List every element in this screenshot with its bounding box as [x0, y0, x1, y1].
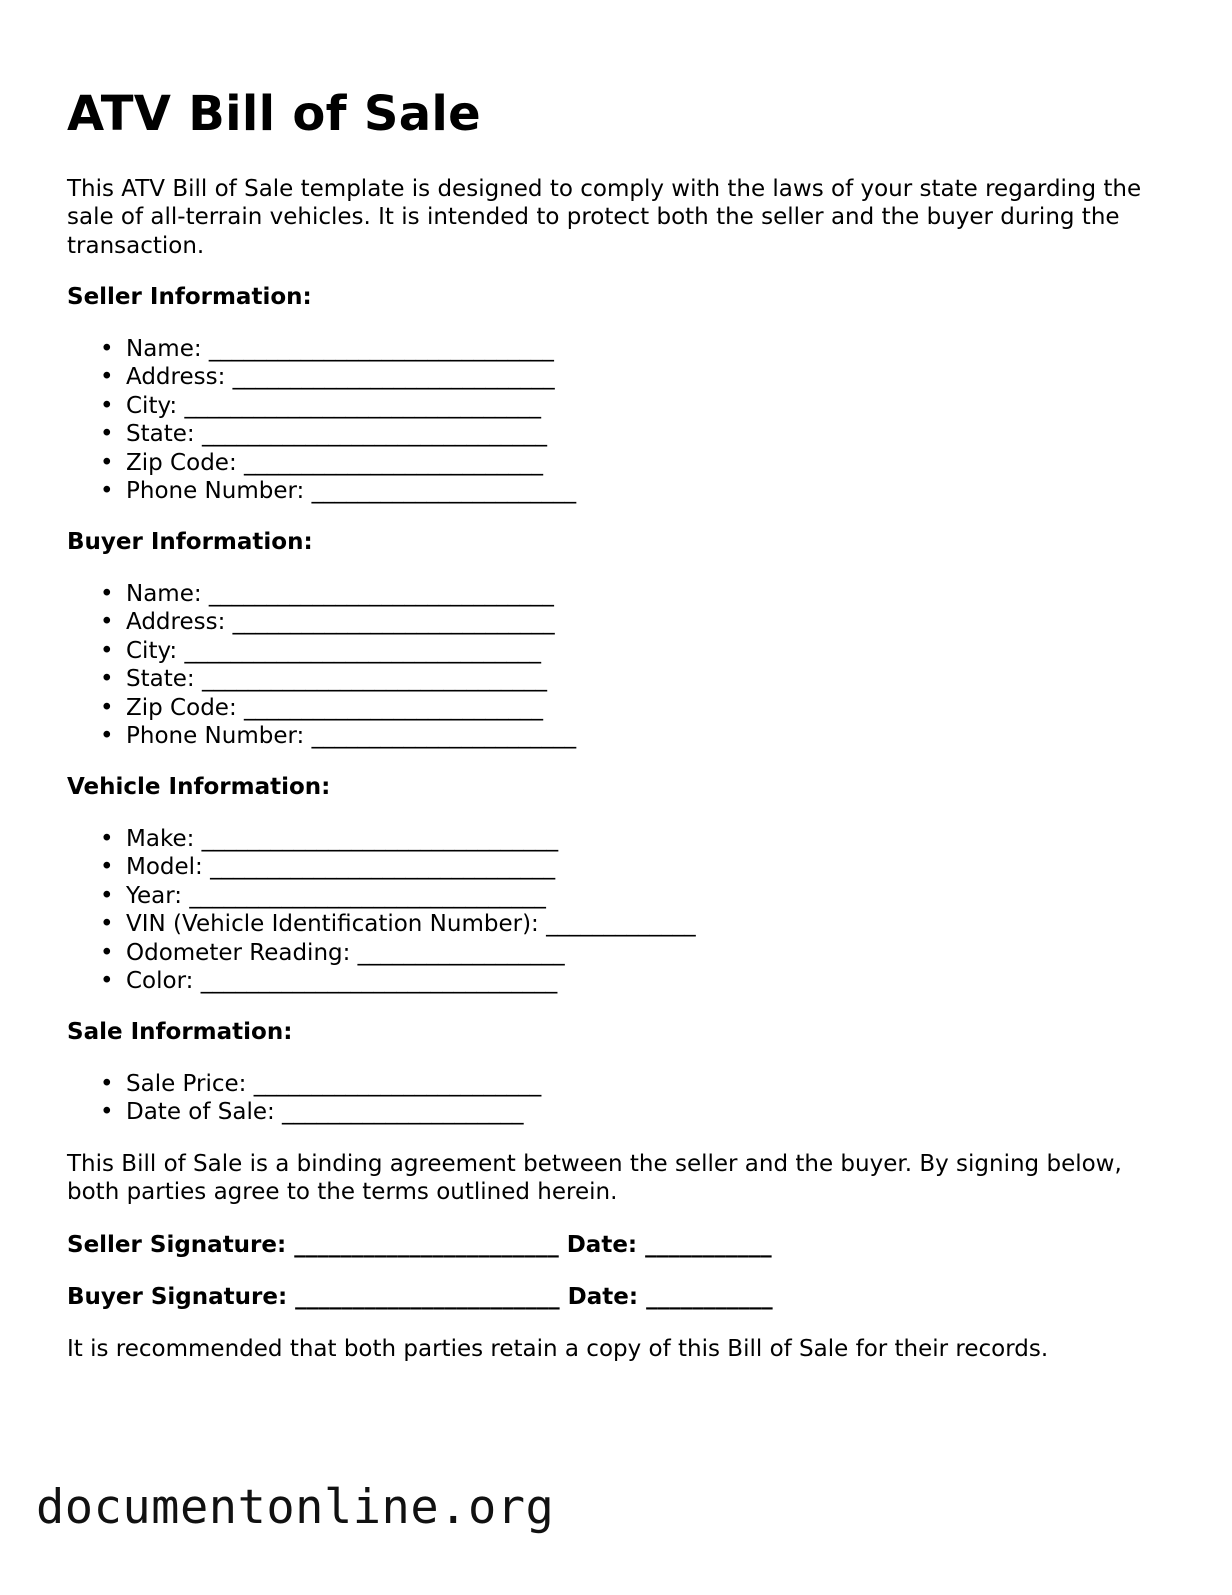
vehicle-color-field[interactable]: • Color: _______________________________	[67, 967, 696, 995]
buyer-zip-field[interactable]: • Zip Code: __________________________	[67, 694, 576, 722]
buyer-state-field[interactable]: • State: ______________________________	[67, 665, 576, 693]
vehicle-model-field[interactable]: • Model: ______________________________	[67, 853, 696, 881]
sale-date-field[interactable]: • Date of Sale: _____________________	[67, 1098, 541, 1126]
watermark-text: documentonline.org	[36, 1480, 555, 1535]
buyer-heading: Buyer Information:	[67, 529, 313, 555]
seller-zip-field[interactable]: • Zip Code: __________________________	[67, 449, 576, 477]
buyer-address-field[interactable]: • Address: ____________________________	[67, 608, 576, 636]
seller-phone-field[interactable]: • Phone Number: _______________________	[67, 477, 576, 505]
intro-paragraph: This ATV Bill of Sale template is designed to comply with the laws of your state regarding the sale of all-terrain vehicles. It is intended to protect both the seller and the buyer during the transaction.	[67, 176, 1142, 259]
sale-fields	[67, 1070, 541, 1127]
seller-signature-line[interactable]: Seller Signature: _______________________ Date: ___________	[67, 1232, 772, 1258]
buyer-city-field[interactable]: • City: _______________________________	[67, 637, 576, 665]
closing-paragraph: It is recommended that both parties retain a copy of this Bill of Sale for their records.	[67, 1336, 1049, 1362]
sale-price-field[interactable]: • Sale Price: _________________________	[67, 1070, 541, 1098]
sale-heading: Sale Information:	[67, 1019, 293, 1045]
seller-name-field[interactable]: • Name: ______________________________	[67, 335, 576, 363]
seller-heading: Seller Information:	[67, 284, 312, 310]
buyer-signature-line[interactable]: Buyer Signature: _______________________ Date: ___________	[67, 1284, 773, 1310]
seller-state-field[interactable]: • State: ______________________________	[67, 420, 576, 448]
seller-fields	[67, 335, 576, 505]
vehicle-make-field[interactable]: • Make: _______________________________	[67, 825, 696, 853]
agreement-paragraph: This Bill of Sale is a binding agreement between the seller and the buyer. By signing below, both parties agree to the terms outlined herein.	[67, 1151, 1122, 1206]
seller-address-field[interactable]: • Address: ____________________________	[67, 363, 576, 391]
buyer-name-field[interactable]: • Name: ______________________________	[67, 580, 576, 608]
buyer-fields	[67, 580, 576, 750]
vehicle-heading: Vehicle Information:	[67, 774, 331, 800]
buyer-phone-field[interactable]: • Phone Number: _______________________	[67, 722, 576, 750]
vehicle-odometer-field[interactable]: • Odometer Reading: __________________	[67, 939, 696, 967]
vehicle-vin-field[interactable]: • VIN (Vehicle Identification Number): _____________	[67, 910, 696, 938]
vehicle-year-field[interactable]: • Year: _______________________________	[67, 882, 696, 910]
document-title: ATV Bill of Sale	[67, 86, 482, 142]
seller-city-field[interactable]: • City: _______________________________	[67, 392, 576, 420]
vehicle-fields	[67, 825, 696, 995]
